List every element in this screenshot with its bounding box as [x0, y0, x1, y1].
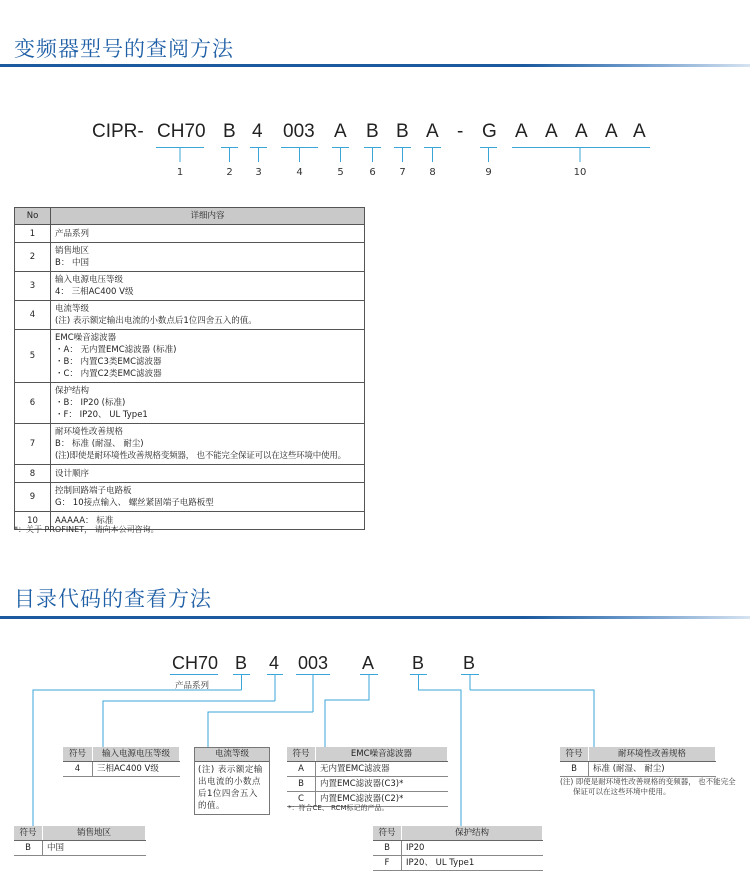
- environment-table: [560, 747, 716, 777]
- current-title: 电流等级: [195, 748, 269, 762]
- row-detail: [51, 383, 365, 424]
- table-row: [63, 762, 180, 777]
- header-protection: 保护结构: [402, 826, 543, 841]
- section2-title: 目录代码的查看方法: [14, 587, 212, 611]
- row-detail: [51, 301, 365, 330]
- row-detail: [51, 424, 365, 465]
- row-no: 1: [15, 225, 51, 243]
- row-symbol: F: [373, 856, 402, 871]
- section1-title: 变频器型号的查阅方法: [14, 37, 234, 61]
- header-symbol: 符号: [287, 747, 316, 762]
- environment-note-line: (注) 即使是耐环境性改善规格的变频器， 也不能完全: [560, 777, 736, 786]
- row-detail: [51, 243, 365, 272]
- detail-line: (注)即使是耐环境性改善规格变频器， 也不能完全保证可以在这些环境中使用。: [55, 451, 346, 461]
- table-row: [15, 330, 365, 383]
- spec-table: [14, 207, 365, 530]
- protection-table-header: [373, 826, 543, 841]
- detail-line: 设计顺序: [55, 468, 90, 479]
- table-row: [287, 762, 448, 777]
- code-a5: A: [633, 121, 646, 142]
- row-no: 6: [15, 383, 51, 424]
- pos-number-3: 3: [255, 167, 262, 178]
- emc-table: [287, 747, 448, 807]
- pos-number-6: 6: [369, 167, 376, 178]
- row-no: 10: [15, 512, 51, 530]
- row-no: 2: [15, 243, 51, 272]
- detail-line: 4： 三相AC400 V级: [55, 287, 134, 297]
- header-detail: 详细内容: [51, 208, 365, 225]
- row-symbol: B: [287, 777, 316, 792]
- emc-table-header: [287, 747, 448, 762]
- detail-line: B： 标准 (耐湿、 耐尘): [55, 439, 144, 449]
- row-no: 4: [15, 301, 51, 330]
- catalog-emc: A: [362, 653, 375, 673]
- detail-line: 产品系列: [55, 228, 90, 239]
- row-no: 5: [15, 330, 51, 383]
- environment-note-line: 保证可以在这些环境中使用。: [573, 787, 671, 796]
- detail-line: ・B： IP20 (标准): [55, 398, 126, 408]
- table-row: [15, 301, 365, 330]
- detail-line: ・A： 无内置EMC滤波器 (标准): [55, 345, 177, 355]
- environment-table-header: [560, 747, 716, 762]
- pos-number-10: 10: [573, 167, 587, 178]
- header-no: No: [15, 208, 51, 225]
- code-a2: A: [545, 121, 558, 142]
- row-detail: [51, 225, 365, 243]
- profinet-footnote: *：关于 PROFINET， 请向本公司咨询。: [14, 525, 159, 534]
- catalog-voltage: 4: [269, 653, 280, 673]
- code-region: B: [223, 121, 236, 142]
- row-detail: [51, 330, 365, 383]
- voltage-table: [63, 747, 180, 777]
- row-symbol: 4: [63, 762, 93, 777]
- code-terminal: G: [482, 121, 497, 142]
- pos-number-5: 5: [337, 167, 344, 178]
- detail-line: ・C： 内置C2类EMC滤波器: [55, 369, 162, 379]
- code-a4: A: [605, 121, 618, 142]
- code-series: CH70: [157, 121, 206, 142]
- table-row: [15, 243, 365, 272]
- emc-note: *：符合CE、 RCM标记的产品。: [288, 804, 389, 812]
- code-emc: A: [334, 121, 347, 142]
- row-value: 中国: [43, 841, 146, 856]
- row-value: 标准 (耐湿、 耐尘): [589, 762, 716, 777]
- row-detail: [51, 483, 365, 512]
- section2-rule: [0, 616, 750, 619]
- voltage-table-header: [63, 747, 180, 762]
- catalog-protection: B: [412, 653, 425, 673]
- row-symbol: B: [560, 762, 589, 777]
- row-value: IP20: [402, 841, 543, 856]
- row-detail: [51, 465, 365, 483]
- series-label: 产品系列: [175, 681, 210, 691]
- row-symbol: B: [14, 841, 43, 856]
- row-symbol: A: [287, 762, 316, 777]
- current-body: (注) 表示额定输出电流的小数点后1位四舍五入的值。: [198, 765, 263, 811]
- row-no: 8: [15, 465, 51, 483]
- detail-line: 输入电源电压等级: [55, 275, 124, 285]
- header-region: 销售地区: [43, 826, 146, 841]
- pos-number-4: 4: [296, 167, 303, 178]
- row-value: 三相AC400 V级: [93, 762, 180, 777]
- spec-table-header: [15, 208, 365, 225]
- detail-line: 销售地区: [55, 246, 90, 256]
- code-a3: A: [575, 121, 588, 142]
- pos-number-9: 9: [485, 167, 492, 178]
- code-voltage: 4: [252, 121, 263, 142]
- catalog-series: CH70: [172, 653, 219, 673]
- header-symbol: 符号: [560, 747, 589, 762]
- row-no: 3: [15, 272, 51, 301]
- pos-number-2: 2: [226, 167, 233, 178]
- detail-line: 耐环境性改善规格: [55, 427, 124, 437]
- catalog-region: B: [235, 653, 248, 673]
- header-symbol: 符号: [63, 747, 93, 762]
- detail-line: B： 中国: [55, 258, 90, 268]
- row-value: 内置EMC滤波器(C2)*: [316, 792, 448, 807]
- code-design: A: [426, 121, 439, 142]
- detail-line: 电流等级: [55, 304, 90, 314]
- row-symbol: C: [287, 792, 316, 807]
- table-row: [15, 225, 365, 243]
- detail-line: ・B： 内置C3类EMC滤波器: [55, 357, 162, 367]
- code-current: 003: [283, 121, 315, 142]
- table-row: [560, 762, 716, 777]
- code-environment: B: [396, 121, 409, 142]
- row-no: 9: [15, 483, 51, 512]
- detail-line: ・F： IP20、 UL Type1: [55, 410, 148, 420]
- pos-number-1: 1: [176, 167, 184, 178]
- detail-line: (注) 表示额定输出电流的小数点后1位四舍五入的值。: [55, 316, 257, 326]
- code-a1: A: [515, 121, 528, 142]
- region-table: [14, 826, 146, 856]
- detail-line: 保护结构: [55, 386, 90, 396]
- detail-line: EMC噪音滤波器: [55, 333, 117, 343]
- code-prefix: CIPR-: [92, 121, 144, 142]
- table-row: [15, 383, 365, 424]
- region-table-header: [14, 826, 146, 841]
- pos-number-7: 7: [399, 167, 406, 178]
- code-dash: -: [457, 121, 464, 142]
- table-row: [15, 465, 365, 483]
- row-value: IP20、 UL Type1: [402, 856, 543, 871]
- detail-line: G： 10接点输入、 螺丝紧固端子电路板型: [55, 498, 214, 508]
- table-row: [15, 483, 365, 512]
- table-row: [15, 272, 365, 301]
- environment-note: [560, 777, 736, 797]
- table-row: [15, 424, 365, 465]
- table-row: [373, 841, 543, 856]
- header-environment: 耐环境性改善规格: [589, 747, 716, 762]
- header-emc: EMC噪音滤波器: [316, 747, 448, 762]
- table-row: [14, 841, 146, 856]
- code-protection: B: [366, 121, 379, 142]
- header-symbol: 符号: [373, 826, 402, 841]
- table-row: [287, 777, 448, 792]
- protection-table: [373, 826, 543, 871]
- row-value: 无内置EMC滤波器: [316, 762, 448, 777]
- catalog-current: 003: [298, 653, 329, 673]
- row-detail: [51, 272, 365, 301]
- pos-number-8: 8: [429, 167, 436, 178]
- row-no: 7: [15, 424, 51, 465]
- detail-line: AAAAA： 标准: [55, 515, 114, 526]
- detail-line: 控制回路端子电路板: [55, 486, 132, 496]
- table-row: [373, 856, 543, 871]
- header-symbol: 符号: [14, 826, 43, 841]
- row-value: 内置EMC滤波器(C3)*: [316, 777, 448, 792]
- current-box: [194, 747, 270, 815]
- header-voltage: 输入电源电压等级: [93, 747, 180, 762]
- catalog-environment: B: [463, 653, 476, 673]
- row-symbol: B: [373, 841, 402, 856]
